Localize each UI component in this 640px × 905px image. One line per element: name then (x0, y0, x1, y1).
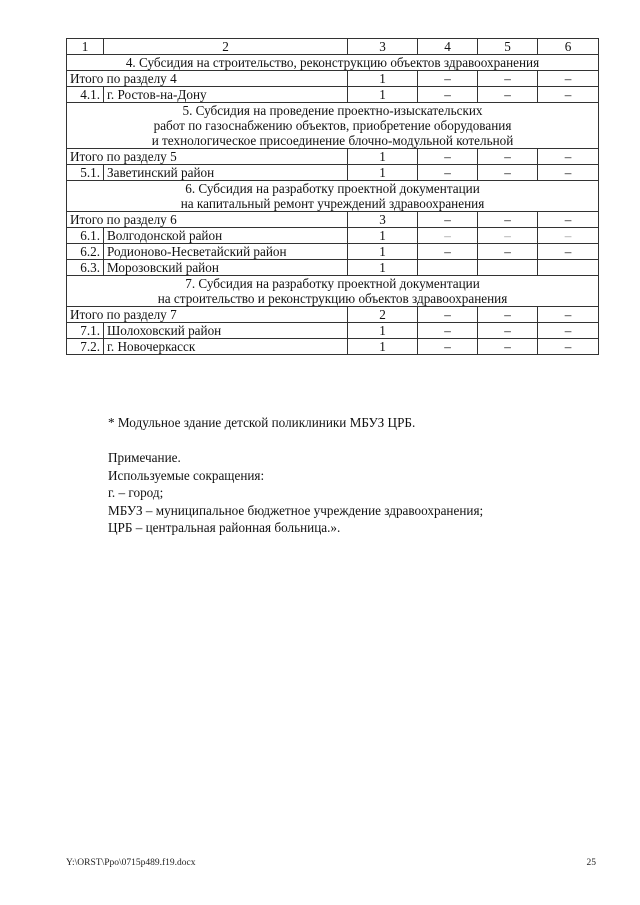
row-value-cell (418, 260, 478, 276)
total-value-cell: – (478, 149, 538, 165)
section-title-line: 5. Субсидия на проведение проектно-изыскательских (182, 103, 483, 118)
row-name: г. Ростов-на-Дону (104, 87, 348, 103)
total-value-cell: – (538, 212, 599, 228)
total-label: Итого по разделу 7 (67, 307, 348, 323)
total-value-cell: 3 (348, 212, 418, 228)
row-number: 5.1. (67, 165, 104, 181)
section-title (67, 103, 599, 149)
section-title-row (67, 55, 599, 71)
total-label: Итого по разделу 4 (67, 71, 348, 87)
row-value-cell: – (418, 244, 478, 260)
header-cell: 3 (348, 39, 418, 55)
row-value-cell: – (418, 228, 478, 244)
row-value-cell: 1 (348, 244, 418, 260)
abbreviation-item: МБУЗ – муниципальное бюджетное учреждение здравоохранения; (108, 502, 484, 518)
total-label: Итого по разделу 5 (67, 149, 348, 165)
total-value-cell: 1 (348, 149, 418, 165)
total-label: Итого по разделу 6 (67, 212, 348, 228)
section-title-line: на строительство и реконструкцию объектов здравоохранения (157, 291, 508, 306)
row-value-cell: – (538, 87, 599, 103)
abbreviation-item: ЦРБ – центральная районная больница.». (108, 520, 341, 535)
table-row (67, 339, 599, 355)
row-value-cell: – (418, 323, 478, 339)
section-title (67, 55, 599, 71)
note-title: Примечание. (108, 450, 181, 465)
header-cell: 4 (418, 39, 478, 55)
file-path: Y:\ORST\Ppo\0715p489.f19.docx (66, 858, 196, 868)
section-total-row (67, 149, 599, 165)
total-value-cell: – (478, 71, 538, 87)
row-number: 6.3. (67, 260, 104, 276)
table-row (67, 323, 599, 339)
row-number: 7.2. (67, 339, 104, 355)
row-number: 4.1. (67, 87, 104, 103)
row-value-cell: – (478, 87, 538, 103)
page-number: 25 (586, 858, 596, 868)
subsidy-table (66, 38, 599, 355)
row-name: Морозовский район (104, 260, 348, 276)
table-row (67, 165, 599, 181)
total-value-cell: – (478, 307, 538, 323)
section-total-row (67, 212, 599, 228)
row-value-cell: – (538, 339, 599, 355)
row-value-cell: – (478, 339, 538, 355)
row-value-cell: – (538, 165, 599, 181)
row-value-cell: 1 (348, 87, 418, 103)
row-name: Волгодонской район (104, 228, 348, 244)
footnote: * Модульное здание детской поликлиники МБУЗ ЦРБ. (108, 415, 416, 430)
section-title-line: работ по газоснабжению объектов, приобретение оборудования (153, 118, 512, 133)
row-name: г. Новочеркасск (104, 339, 348, 355)
header-cell: 1 (67, 39, 104, 55)
section-title-row (67, 181, 599, 212)
row-value-cell: – (478, 323, 538, 339)
total-value-cell: – (418, 212, 478, 228)
row-value-cell (478, 260, 538, 276)
row-value-cell: 1 (348, 260, 418, 276)
notes-block (108, 414, 588, 537)
row-value-cell: – (478, 244, 538, 260)
section-title-line: и технологическое присоединение блочно-модульной котельной (151, 133, 514, 148)
section-total-row (67, 71, 599, 87)
table-row (67, 244, 599, 260)
total-value-cell: – (418, 307, 478, 323)
section-title-line: на капитальный ремонт учреждений здравоохранения (180, 196, 485, 211)
row-value-cell: 1 (348, 339, 418, 355)
header-cell: 6 (538, 39, 599, 55)
row-value-cell: – (418, 165, 478, 181)
row-value-cell: – (538, 244, 599, 260)
section-total-row (67, 307, 599, 323)
section-title-line: 7. Субсидия на разработку проектной документации (185, 276, 480, 291)
section-title-line: 4. Субсидия на строительство, реконструкцию объектов здравоохранения (125, 55, 540, 70)
table-row (67, 260, 599, 276)
section-title (67, 181, 599, 212)
total-value-cell: – (538, 149, 599, 165)
total-value-cell: – (418, 71, 478, 87)
section-title-line: 6. Субсидия на разработку проектной документации (185, 181, 480, 196)
total-value-cell: 2 (348, 307, 418, 323)
total-value-cell: – (538, 307, 599, 323)
abbreviation-item: г. – город; (108, 485, 164, 500)
row-value-cell (538, 260, 599, 276)
row-value-cell: – (478, 228, 538, 244)
total-value-cell: – (478, 212, 538, 228)
total-value-cell: – (538, 71, 599, 87)
row-name: Шолоховский район (104, 323, 348, 339)
total-value-cell: – (418, 149, 478, 165)
row-value-cell: 1 (348, 228, 418, 244)
total-value-cell: 1 (348, 71, 418, 87)
row-name: Заветинский район (104, 165, 348, 181)
row-value-cell: – (418, 339, 478, 355)
row-name: Родионово-Несветайский район (104, 244, 348, 260)
header-cell: 2 (104, 39, 348, 55)
abbreviations-title: Используемые сокращения: (108, 467, 265, 483)
row-number: 7.1. (67, 323, 104, 339)
table-row (67, 87, 599, 103)
row-value-cell: 1 (348, 165, 418, 181)
section-title (67, 276, 599, 307)
section-title-row (67, 276, 599, 307)
row-value-cell: 1 (348, 323, 418, 339)
row-number: 6.2. (67, 244, 104, 260)
row-value-cell: – (418, 87, 478, 103)
row-number: 6.1. (67, 228, 104, 244)
row-value-cell: – (478, 165, 538, 181)
row-value-cell: – (538, 323, 599, 339)
header-cell: 5 (478, 39, 538, 55)
table-body (67, 39, 599, 355)
table-row (67, 228, 599, 244)
section-title-row (67, 103, 599, 149)
row-value-cell: – (538, 228, 599, 244)
header-row (67, 39, 599, 55)
